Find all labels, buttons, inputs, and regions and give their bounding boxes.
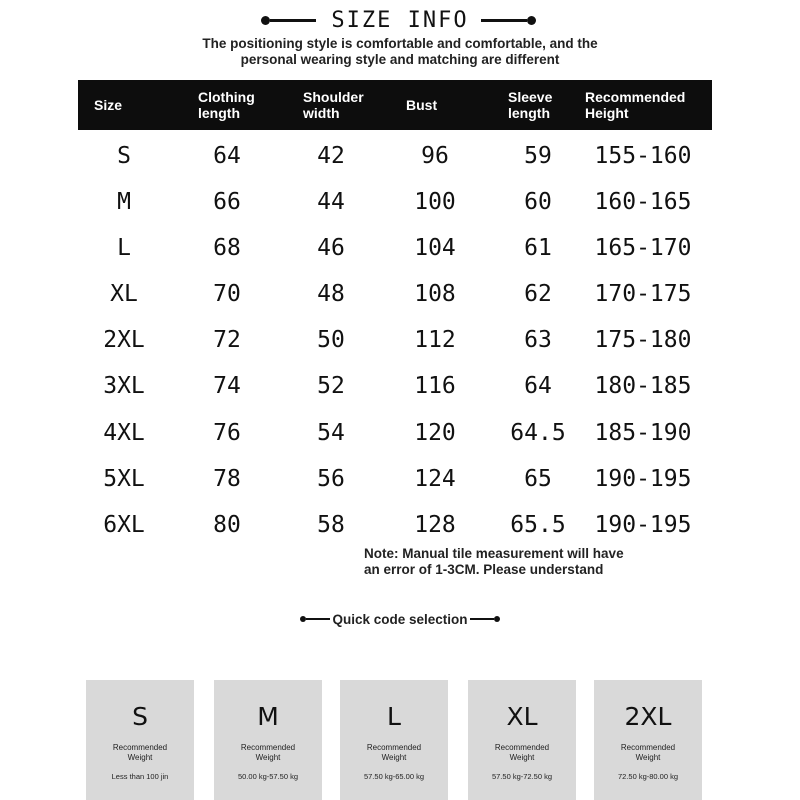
size-card-2xl[interactable] [594,680,702,800]
recommended-height-cell: 165-170 [594,235,692,261]
table-row [0,459,800,499]
clothing-length-cell: 68 [213,235,241,261]
size-cell: 6XL [103,512,145,538]
clothing-length-cell: 78 [213,466,241,492]
clothing-length-cell: 66 [213,189,241,215]
clothing-length-cell: 72 [213,327,241,353]
column-header-shoulder-width [303,80,364,130]
clothing-length-cell: 80 [213,512,241,538]
card-label [340,743,448,763]
header-text: Sleeve [508,89,553,105]
column-header-sleeve-length [508,80,552,130]
recommended-height-cell: 190-195 [594,466,692,492]
card-weight: 57.50 kg-72.50 kg [491,772,553,781]
card-label [594,743,702,763]
table-row [0,274,800,314]
clothing-length-cell: 74 [213,373,241,399]
bust-cell: 128 [414,512,456,538]
card-label-line-1: Recommended [620,743,676,752]
table-row [0,505,800,545]
card-size: XL [506,702,538,731]
column-header-recommended-height [585,80,685,130]
sleeve-length-cell: 61 [524,235,552,261]
shoulder-width-cell: 58 [317,512,345,538]
header-text: Clothing [198,89,255,105]
shoulder-width-cell: 52 [317,373,345,399]
left-quick-ornament [300,616,330,622]
table-row [0,413,800,453]
table-row [0,320,800,360]
sleeve-length-cell: 65.5 [510,512,566,538]
header-text: Size [94,97,123,113]
subtitle-line-1: The positioning style is comfortable and comfortable, and the [202,36,598,51]
card-label-line-2: Weight [127,753,153,762]
header-text: Recommended [585,89,686,105]
header-text: Bust [406,97,438,113]
card-label-line-2: Weight [255,753,281,762]
card-size: 2XL [624,702,672,731]
header-text: width [303,105,340,121]
note-line-2: an error of 1-3CM. Please understand [364,562,604,577]
size-cell: L [117,235,131,261]
size-card-xl[interactable] [468,680,576,800]
shoulder-width-cell: 50 [317,327,345,353]
left-title-ornament [261,14,319,26]
shoulder-width-cell: 54 [317,420,345,446]
recommended-height-cell: 155-160 [594,143,692,169]
column-header-bust [406,80,437,130]
bust-cell: 112 [414,327,456,353]
table-row [0,228,800,268]
header-text: length [508,105,550,121]
card-label [468,743,576,763]
size-cell: 4XL [103,420,145,446]
column-header-clothing-length [198,80,255,130]
bust-cell: 96 [421,143,449,169]
bust-cell: 120 [414,420,456,446]
card-weight: 50.00 kg-57.50 kg [237,772,299,781]
sleeve-length-cell: 62 [524,281,552,307]
shoulder-width-cell: 56 [317,466,345,492]
card-size: M [257,702,279,731]
subtitle [150,36,650,68]
right-title-ornament [481,14,539,26]
card-size: S [132,702,148,731]
card-label-line-2: Weight [635,753,661,762]
subtitle-line-2: personal wearing style and matching are different [240,52,560,67]
clothing-length-cell: 64 [213,143,241,169]
card-label-line-1: Recommended [240,743,296,752]
size-cell: 2XL [103,327,145,353]
size-cell: XL [110,281,138,307]
right-quick-ornament [470,616,500,622]
note-line-1: Note: Manual tile measurement will have [364,546,624,561]
recommended-height-cell: 160-165 [594,189,692,215]
sleeve-length-cell: 63 [524,327,552,353]
sleeve-length-cell: 59 [524,143,552,169]
table-row [0,136,800,176]
bust-cell: 124 [414,466,456,492]
shoulder-width-cell: 44 [317,189,345,215]
card-weight: 57.50 kg-65.00 kg [363,772,425,781]
table-header [78,80,712,130]
size-cell: S [117,143,131,169]
size-cell: 5XL [103,466,145,492]
quick-code-heading [0,609,800,629]
shoulder-width-cell: 48 [317,281,345,307]
sleeve-length-cell: 60 [524,189,552,215]
bust-cell: 104 [414,235,456,261]
title-row [0,6,800,34]
sleeve-length-cell: 65 [524,466,552,492]
shoulder-width-cell: 46 [317,235,345,261]
sleeve-length-cell: 64.5 [510,420,566,446]
recommended-height-cell: 180-185 [594,373,692,399]
table-row [0,182,800,222]
recommended-height-cell: 185-190 [594,420,692,446]
size-card-s[interactable] [86,680,194,800]
page-title: SIZE INFO [331,7,469,33]
card-label-line-1: Recommended [112,743,168,752]
column-header-size [94,80,122,130]
card-size: L [387,702,401,731]
size-cell: M [117,189,131,215]
shoulder-width-cell: 42 [317,143,345,169]
clothing-length-cell: 76 [213,420,241,446]
card-label-line-1: Recommended [494,743,550,752]
bust-cell: 100 [414,189,456,215]
card-label-line-2: Weight [509,753,535,762]
card-label [214,743,322,763]
header-text: Height [585,105,629,121]
size-cell: 3XL [103,373,145,399]
bust-cell: 108 [414,281,456,307]
measurement-note [364,546,694,578]
recommended-height-cell: 175-180 [594,327,692,353]
recommended-height-cell: 190-195 [594,512,692,538]
card-label-line-2: Weight [381,753,407,762]
card-weight: Less than 100 jin [111,772,169,781]
clothing-length-cell: 70 [213,281,241,307]
card-weight: 72.50 kg-80.00 kg [617,772,679,781]
recommended-height-cell: 170-175 [594,281,692,307]
card-label [86,743,194,763]
size-card-m[interactable] [214,680,322,800]
header-text: length [198,105,240,121]
table-row [0,366,800,406]
size-card-l[interactable] [340,680,448,800]
card-label-line-1: Recommended [366,743,422,752]
bust-cell: 116 [414,373,456,399]
sleeve-length-cell: 64 [524,373,552,399]
quick-code-label: Quick code selection [332,611,468,627]
header-text: Shoulder [303,89,364,105]
